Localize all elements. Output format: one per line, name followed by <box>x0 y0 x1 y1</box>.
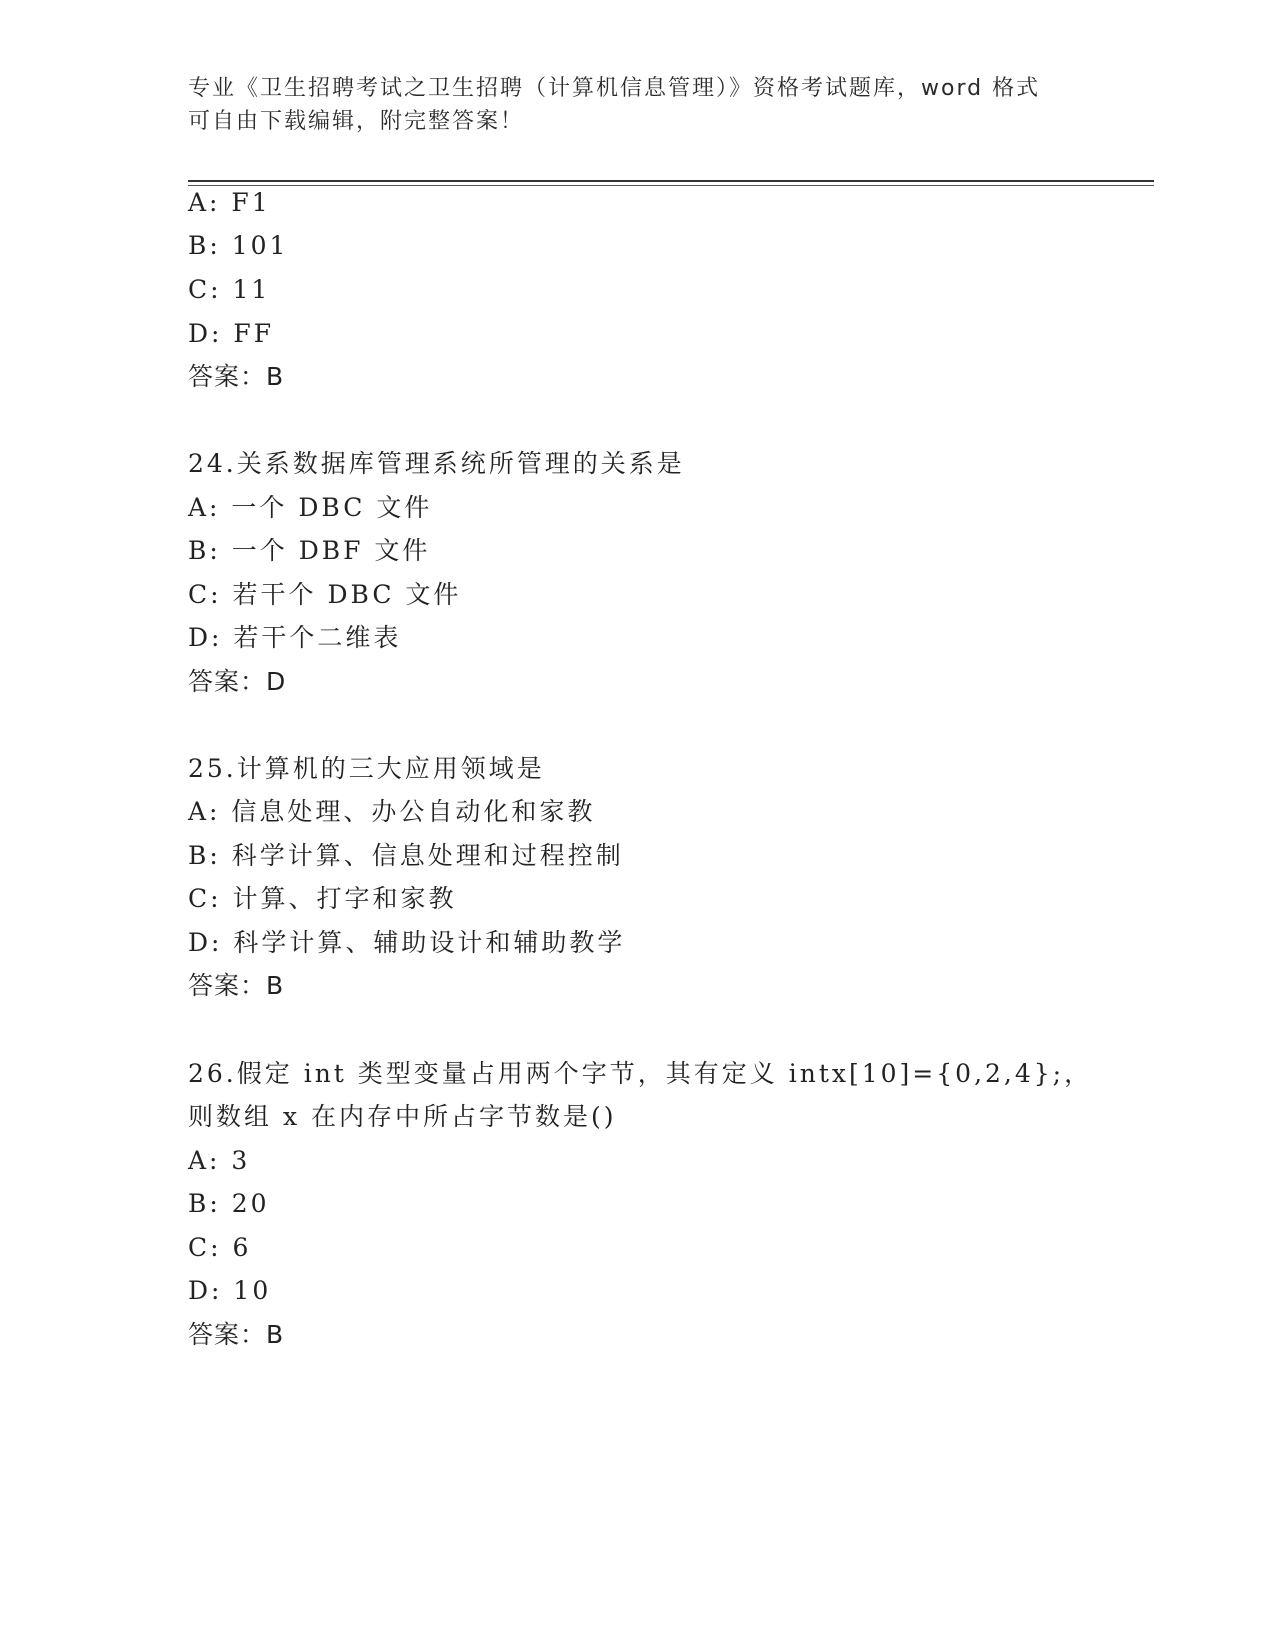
q26-option-c: C: 6 <box>188 1233 252 1262</box>
q24-option-d: D: 若干个二维表 <box>188 623 402 652</box>
q25-option-a: A: 信息处理、办公自动化和家教 <box>188 797 596 826</box>
q26-question-line-2: 则数组 x 在内存中所占字节数是() <box>188 1102 617 1131</box>
q25-answer: 答案：B <box>188 971 285 1000</box>
header-title-line-2: 可自由下载编辑，附完整答案！ <box>188 109 525 134</box>
q25-option-b: B: 科学计算、信息处理和过程控制 <box>188 841 624 870</box>
header-title-line-1: 专业《卫生招聘考试之卫生招聘（计算机信息管理）》资格考试题库，word 格式 <box>188 76 1041 101</box>
q25-option-d: D: 科学计算、辅助设计和辅助教学 <box>188 928 626 957</box>
q26-option-b: B: 20 <box>188 1189 270 1218</box>
q25-option-c: C: 计算、打字和家教 <box>188 884 457 913</box>
q25-question: 25.计算机的三大应用领域是 <box>188 754 545 783</box>
q24-option-b: B: 一个 DBF 文件 <box>188 536 431 565</box>
q26-option-d: D: 10 <box>188 1276 272 1305</box>
q23-answer: 答案：B <box>188 362 285 391</box>
header-divider <box>188 180 1154 182</box>
q23-option-a: A: F1 <box>188 188 271 217</box>
q24-option-a: A: 一个 DBC 文件 <box>188 493 433 522</box>
q24-option-c: C: 若干个 DBC 文件 <box>188 580 462 609</box>
q23-option-c: C: 11 <box>188 275 271 304</box>
q26-answer: 答案：B <box>188 1320 285 1349</box>
q26-question-line-1: 26.假定 int 类型变量占用两个字节，其有定义 intx[10]={0,2,4};， <box>188 1059 1093 1088</box>
q24-question: 24.关系数据库管理系统所管理的关系是 <box>188 449 685 478</box>
q23-option-d: D: FF <box>188 319 275 348</box>
q26-option-a: A: 3 <box>188 1146 251 1175</box>
q24-answer: 答案：D <box>188 667 287 696</box>
q23-option-b: B: 101 <box>188 231 289 260</box>
header-divider-thin <box>188 185 1154 186</box>
document-header <box>188 72 1088 138</box>
